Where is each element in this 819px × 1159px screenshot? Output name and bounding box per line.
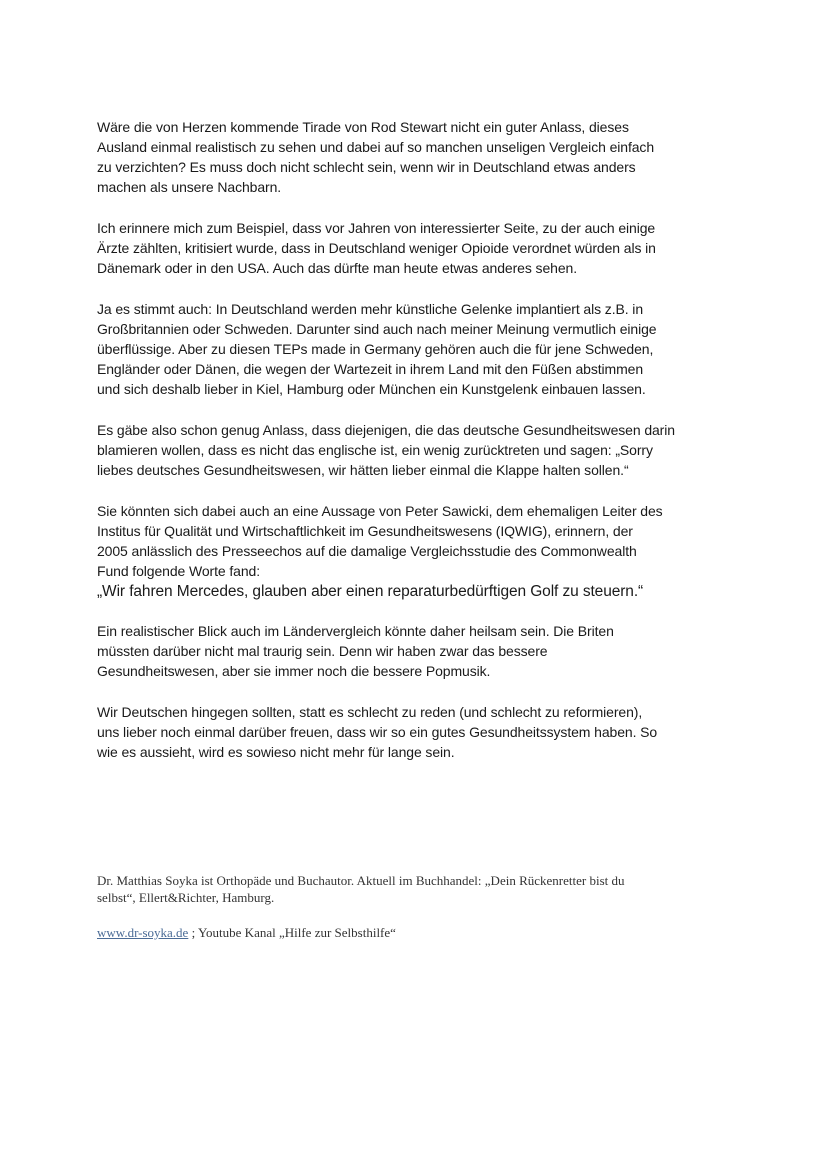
text-line: liebes deutsches Gesundheitswesen, wir hätten lieber einmal die Klappe halten sollen.“ (97, 462, 629, 478)
text-line: Institus für Qualität und Wirtschaftlichkeit im Gesundheitswesens (IQWIG), erinnern, der (97, 523, 633, 539)
text-line: Ausland einmal realistisch zu sehen und dabei auf so manchen unseligen Vergleich einfach (97, 139, 655, 155)
text-line: blamieren wollen, dass es nicht das englische ist, ein wenig zurücktreten und sagen: „Sorry (97, 442, 653, 458)
text-line: Sie könnten sich dabei auch an eine Aussage von Peter Sawicki, dem ehemaligen Leiter des (97, 503, 663, 519)
text-line: Ich erinnere mich zum Beispiel, dass vor Jahren von interessierter Seite, zu der auch einige (97, 220, 656, 236)
text-line: uns lieber noch einmal darüber freuen, dass wir so ein gutes Gesundheitssystem haben. So (97, 724, 658, 740)
text-line: Ein realistischer Blick auch im Ländervergleich könnte daher heilsam sein. Die Briten (97, 623, 614, 639)
text-line: Gesundheitswesen, aber sie immer noch die bessere Popmusik. (97, 663, 491, 679)
author-bio-line: selbst“, Ellert&Richter, Hamburg. (97, 890, 275, 905)
text-line: Es gäbe also schon genug Anlass, dass diejenigen, die das deutsche Gesundheitswesen darin (97, 422, 675, 438)
text-line: Großbritannien oder Schweden. Darunter sind auch nach meiner Meinung vermutlich einige (97, 321, 657, 337)
text-line: zu verzichten? Es muss doch nicht schlecht sein, wenn wir in Deutschland etwas anders (97, 159, 636, 175)
text-line: Dänemark oder in den USA. Auch das dürfte man heute etwas anderes sehen. (97, 260, 577, 276)
text-line: Fund folgende Worte fand: (97, 563, 261, 579)
text-line: Ärzte zählten, kritisiert wurde, dass in Deutschland weniger Opioide verordnet würden als in (97, 240, 656, 256)
text-line: wie es aussieht, wird es sowieso nicht mehr für lange sein. (97, 744, 455, 760)
text-line: machen als unsere Nachbarn. (97, 179, 282, 195)
text-line: und sich deshalb lieber in Kiel, Hamburg oder München ein Kunstgelenk einbauen lassen. (97, 381, 646, 397)
text-line: Wäre die von Herzen kommende Tirade von Rod Stewart nicht ein guter Anlass, dieses (97, 119, 629, 135)
youtube-channel-text: ; Youtube Kanal „Hilfe zur Selbsthilfe“ (188, 925, 396, 940)
footer-links (97, 925, 396, 941)
website-link[interactable]: www.dr-soyka.de (97, 925, 189, 940)
text-line: überflüssige. Aber zu diesen TEPs made in Germany gehören auch die für jene Schweden, (97, 341, 654, 357)
author-bio-line: Dr. Matthias Soyka ist Orthopäde und Buchautor. Aktuell im Buchhandel: „Dein Rückenretter bist du (97, 873, 625, 888)
text-line: Engländer oder Dänen, die wegen der Wartezeit in ihrem Land mit den Füßen abstimmen (97, 361, 644, 377)
text-line: Wir Deutschen hingegen sollten, statt es schlecht zu reden (und schlecht zu reformieren), (97, 704, 643, 720)
text-line: Ja es stimmt auch: In Deutschland werden mehr künstliche Gelenke implantiert als z.B. in (97, 301, 644, 317)
text-line: 2005 anlässlich des Presseechos auf die damalige Vergleichsstudie des Commonwealth (97, 543, 637, 559)
text-line: müssten darüber nicht mal traurig sein. Denn wir haben zwar das bessere (97, 643, 548, 659)
quote: „Wir fahren Mercedes, glauben aber einen reparaturbedürftigen Golf zu steuern.“ (97, 583, 644, 600)
